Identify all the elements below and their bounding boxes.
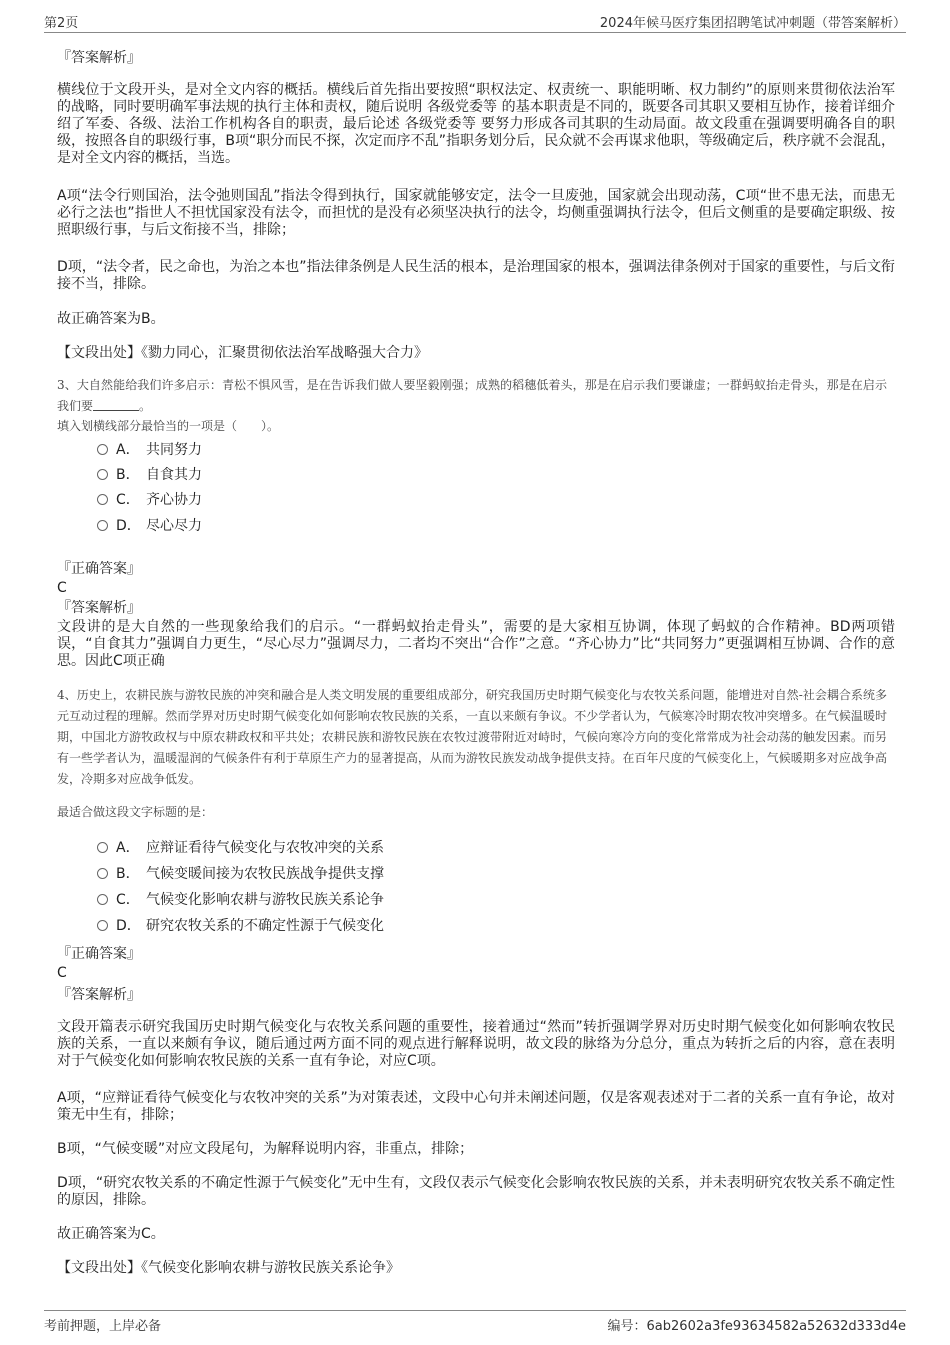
analysis-paragraph: 文段讲的是大自然的一些现象给我们的启示。“一群蚂蚁抬走骨头”，需要的是大家相互协调，体现了蚂蚁的合作精神。BD两项错误，“自食其力”强调自力更生，“尽心尽力”强调尽力，二者均不突出“合作”之意。“齐心协力”比“共同努力”更强调相互协调、合作的意思。因此C项正确 [57, 619, 895, 669]
question-prompt: 最适合做这段文字标题的是： [57, 805, 214, 819]
option-b[interactable]: B． 自食其力 [97, 466, 202, 484]
source-line: 【文段出处】《气候变化影响农耕与游牧民族关系论争》 [57, 1260, 400, 1276]
radio-icon[interactable] [97, 520, 108, 531]
option-a[interactable]: A． 共同努力 [97, 441, 202, 459]
analysis-paragraph: A项“法令行则国治，法令弛则国乱”指法令得到执行，国家就能够安定，法令一旦废弛，国家就会出现动荡，C项“世不患无法，而患无必行之法也”指世人不担忧国家没有法令，而担忧的是没有必须坚决执行的法令，均侧重强调执行法令，但后文侧重的是要确定职级、按照职级行事，与后文衔接不当，排除； [57, 188, 895, 238]
question-prompt: 填入划横线部分最恰当的一项是（ ）。 [57, 419, 280, 433]
document-id: 编号：6ab2602a3fe93634582a52632d333d4e [607, 1319, 906, 1334]
analysis-paragraph: 文段开篇表示研究我国历史时期气候变化与农牧关系问题的重要性，接着通过“然而”转折强调学界对历史时期气候变化如何影响农牧民族的关系，一直以来颇有争议，随后通过两方面不同的观点进行解释说明，故文段的脉络为分总分，重点为转折之后的内容，意在表明对于气候变化如何影响农牧民族的关系一直有争论，对应C项。 [57, 1019, 895, 1069]
correct-answer: C [57, 580, 67, 596]
clipped-text-line [57, 1298, 895, 1304]
correct-answer: C [57, 965, 67, 981]
correct-answer-label: 『正确答案』 [57, 561, 141, 577]
analysis-label: 『答案解析』 [57, 50, 141, 66]
analysis-paragraph: 横线位于文段开头，是对全文内容的概括。横线后首先指出要按照“职权法定、权责统一、职能明晰、权力制约”的原则来贯彻依法治军的战略，同时要明确军事法规的执行主体和责权，随后说明 各级党委等 的基本职责是不同的，既要各司其职又要相互协作，接着详细介绍了军委、各级、法治工作机构各自的职责，最后论述 各级党委等 要努力形成各司其职的生动局面。故文段重在强调要明确各自的职级，按照各自的职级行事，B项“职分而民不探，次定而序不乱”指职务划分后，民众就不会再谋求他职，等级确定后，秩序就不会混乱，是对全文内容的概括，当选。 [57, 82, 895, 166]
answer-line: 故正确答案为B。 [57, 311, 165, 327]
option-b[interactable]: B． 气候变暖间接为农牧民族战争提供支撑 [97, 865, 384, 883]
option-c[interactable]: C． 气候变化影响农耕与游牧民族关系论争 [97, 891, 384, 909]
correct-answer-label: 『正确答案』 [57, 946, 141, 962]
option-a[interactable]: A． 应辩证看待气候变化与农牧冲突的关系 [97, 839, 384, 857]
question-stem: 3、大自然能给我们许多启示：青松不惧风雪，是在告诉我们做人要坚毅刚强；成熟的稻穗低着头，那是在启示我们要谦虚；一群蚂蚁抬走骨头，那是在启示我们要 。 [57, 378, 887, 413]
footer-slogan: 考前押题，上岸必备 [44, 1319, 162, 1334]
page-footer [44, 1310, 906, 1336]
option-d[interactable]: D． 尽心尽力 [97, 517, 202, 535]
source-line: 【文段出处】《勠力同心，汇聚贯彻依法治军战略强大合力》 [57, 345, 428, 361]
radio-icon[interactable] [97, 469, 108, 480]
answer-line: 故正确答案为C。 [57, 1226, 165, 1242]
option-c[interactable]: C． 齐心协力 [97, 491, 202, 509]
document-title: 2024年候马医疗集团招聘笔试冲刺题（带答案解析） [599, 16, 906, 31]
radio-icon[interactable] [97, 842, 108, 853]
analysis-paragraph: D项，“法令者，民之命也，为治之本也”指法律条例是人民生活的根本，是治理国家的根本，强调法律条例对于国家的重要性，与后文衔接不当，排除。 [57, 259, 895, 292]
radio-icon[interactable] [97, 444, 108, 455]
answer-blank [93, 398, 139, 411]
question-stem: 4、历史上，农耕民族与游牧民族的冲突和融合是人类文明发展的重要组成部分，研究我国历史时期气候变化与农牧关系问题，能增进对自然-社会耦合系统多元互动过程的理解。然而学界对历史时期气候变化如何影响农牧民族的关系，一直以来颇有争议。不少学者认为，气候寒冷时期农牧冲突增多。在气候温暖时期，中国北方游牧政权与中原农耕政权和平共处；农耕民族和游牧民族在农牧过渡带附近对峙时，气候向寒冷方向的变化常常成为社会动荡的触发因素。而另有一些学者认为，温暖湿润的气候条件有利于草原生产力的显著提高，从而为游牧民族发动战争提供支持。在百年尺度的气候变化上，气候暖期多对应战争高发，冷期多对应战争低发。 [57, 688, 887, 786]
analysis-paragraph: D项，“研究农牧关系的不确定性源于气候变化”无中生有，文段仅表示气候变化会影响农牧民族的关系，并未表明研究农牧关系不确定性的原因，排除。 [57, 1175, 895, 1208]
radio-icon[interactable] [97, 920, 108, 931]
analysis-paragraph: A项，“应辩证看待气候变化与农牧冲突的关系”为对策表述，文段中心句并未阐述问题，仅是客观表述对于二者的关系一直有争论，故对策无中生有，排除； [57, 1090, 895, 1123]
radio-icon[interactable] [97, 494, 108, 505]
option-d[interactable]: D． 研究农牧关系的不确定性源于气候变化 [97, 917, 384, 935]
radio-icon[interactable] [97, 894, 108, 905]
analysis-label: 『答案解析』 [57, 987, 141, 1003]
page-header [44, 12, 906, 33]
radio-icon[interactable] [97, 868, 108, 879]
analysis-label: 『答案解析』 [57, 600, 141, 616]
analysis-paragraph: B项，“气候变暖”对应文段尾句，为解释说明内容，非重点，排除； [57, 1141, 474, 1157]
page-number: 第2页 [44, 16, 79, 31]
